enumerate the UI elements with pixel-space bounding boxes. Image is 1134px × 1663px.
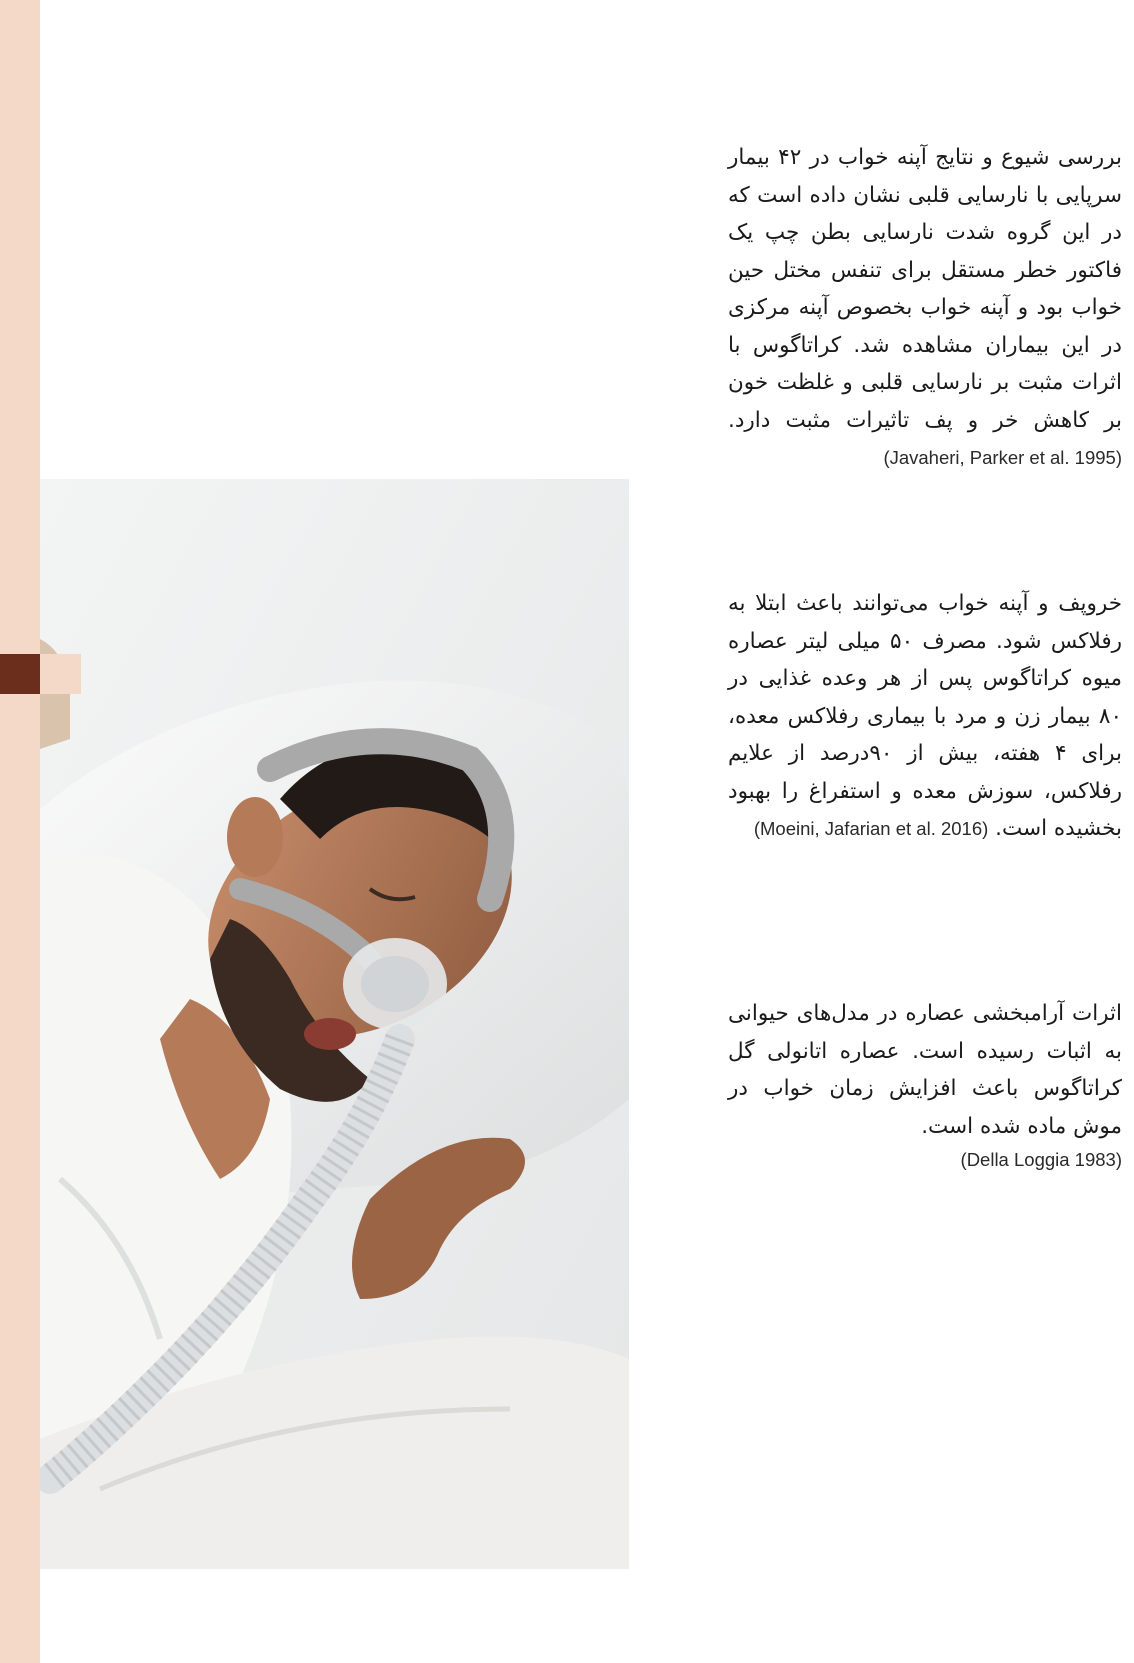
citation: (Della Loggia 1983) bbox=[960, 1149, 1122, 1170]
paragraph-text: خروپف و آپنه خواب می‌توانند باعث ابتلا به رفلاکس شود. مصرف ۵۰ میلی لیتر عصاره میوه کراتاگوس پس از هر وعده غذایی در ۸۰ بیمار زن و مرد با بیماری رفلاکس معده، برای ۴ هفته، بیش از ۹۰درصد از علایم رفلاکس، سوزش معده و استفراغ را بهبود بخشیده است. bbox=[728, 591, 1123, 841]
paragraph-reflux bbox=[728, 585, 1122, 848]
cpap-photo-illustration bbox=[40, 479, 629, 1569]
decorative-square-light bbox=[40, 654, 81, 694]
sleeping-man-cpap-photo bbox=[40, 479, 629, 1569]
paragraph-text: بررسی شیوع و نتایج آپنه خواب در ۴۲ بیمار سرپایی با نارسایی قلبی نشان داده است که در این گروه شدت نارسایی بطن چپ یک فاکتور خطر مستقل برای تنفس مختل حین خواب بود و آپنه خواب بخصوص آپنه مرکزی در این بیماران مشاهده شد. کراتاگوس با اثرات مثبت بر نارسایی قلبی و غلظت خون بر کاهش خر و پف تاثیرات مثبت دارد. bbox=[728, 145, 1123, 433]
paragraph-sedative-effects bbox=[728, 995, 1122, 1175]
decorative-square-dark bbox=[0, 654, 40, 694]
citation: (Javaheri, Parker et al. 1995) bbox=[883, 447, 1122, 468]
paragraph-apnea-heart-failure bbox=[728, 139, 1122, 477]
citation: (Moeini, Jafarian et al. 2016) bbox=[753, 818, 989, 839]
decorative-side-bar bbox=[0, 0, 40, 1663]
paragraph-text: اثرات آرامبخشی عصاره در مدل‌های حیوانی به اثبات رسیده است. عصاره اتانولی گل کراتاگوس باعث افزایش زمان خواب در موش ماده شده است. bbox=[728, 1001, 1122, 1139]
